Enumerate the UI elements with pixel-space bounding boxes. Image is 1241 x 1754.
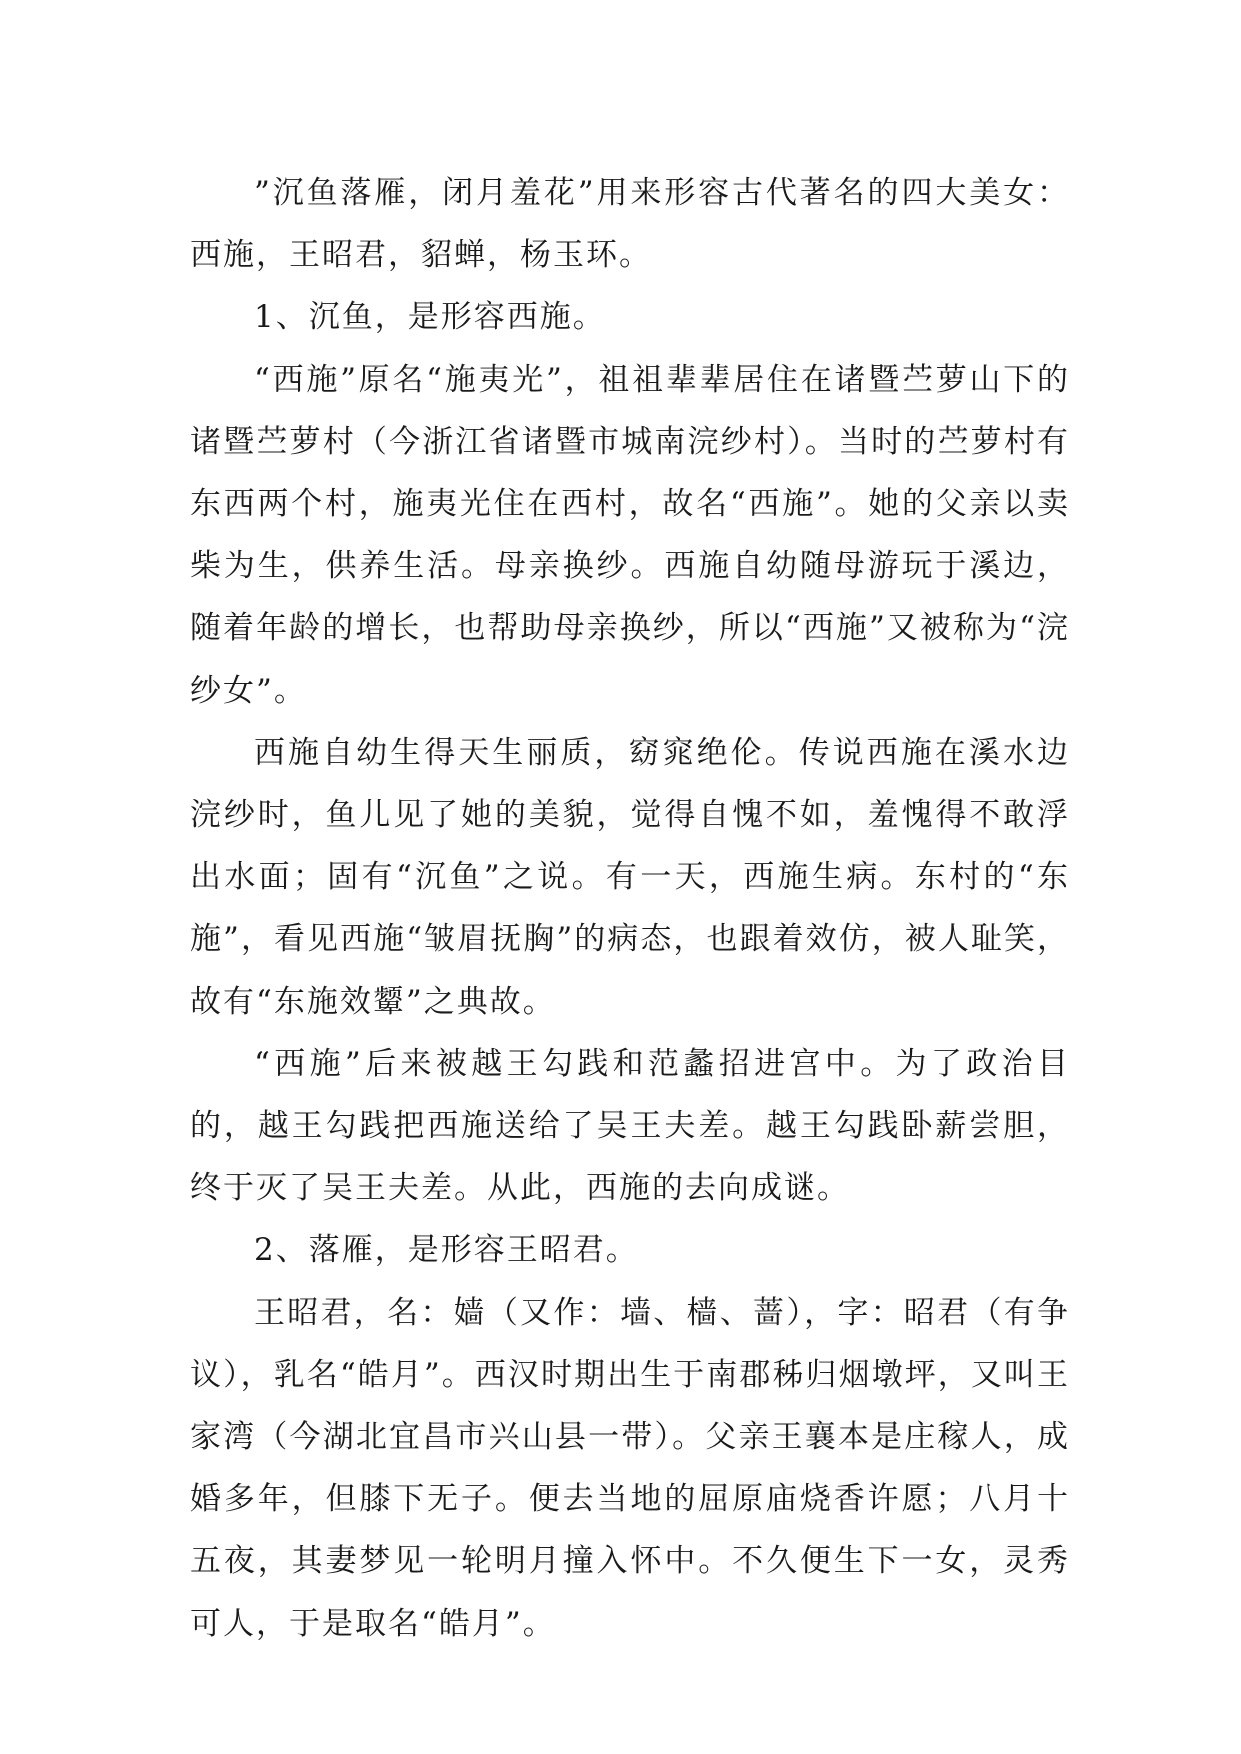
heading-luoyan: 2、落雁，是形容王昭君。: [254, 1232, 639, 1269]
paragraph-intro: ”沉鱼落雁，闭月羞花”用来形容古代著名的四大美女：西施，王昭君，貂蝉，杨玉环。: [190, 175, 1070, 274]
paragraph-xishi-fate: “西施”后来被越王勾践和范蠡招进宫中。为了政治目的，越王勾践把西施送给了吴王夫差。越王勾践卧薪尝胆，终于灭了吴王夫差。从此，西施的去向成谜。: [190, 1045, 1070, 1207]
paragraph-xishi-origin: “西施”原名“施夷光”，祖祖辈辈居住在诸暨苎萝山下的诸暨苎萝村（今浙江省诸暨市城南浣纱村）。当时的苎萝村有东西两个村，施夷光住在西村，故名“西施”。她的父亲以卖柴为生，供养生活。母亲换纱。西施自幼随母游玩于溪边，随着年龄的增长，也帮助母亲换纱，所以“西施”又被称为“浣纱女”。: [190, 361, 1070, 709]
paragraph-xishi-beauty: 西施自幼生得天生丽质，窈窕绝伦。传说西施在溪水边浣纱时，鱼儿见了她的美貌，觉得自愧不如，羞愧得不敢浮出水面；固有“沉鱼”之说。有一天，西施生病。东村的“东施”，看见西施“皱眉抚胸”的病态，也跟着效仿，被人耻笑，故有“东施效颦”之典故。: [190, 734, 1070, 1020]
document-body: [190, 162, 1070, 1655]
paragraph-wangzhaojun: 王昭君，名：嫱（又作：墙、樯、蔷），字：昭君（有争议），乳名“皓月”。西汉时期出生于南郡秭归烟墩坪，又叫王家湾（今湖北宜昌市兴山县一带）。父亲王襄本是庄稼人，成婚多年，但膝下无子。便去当地的屈原庙烧香许愿；八月十五夜，其妻梦见一轮明月撞入怀中。不久便生下一女，灵秀可人，于是取名“皓月”。: [190, 1294, 1070, 1642]
heading-chenyu: 1、沉鱼，是形容西施。: [254, 299, 606, 336]
